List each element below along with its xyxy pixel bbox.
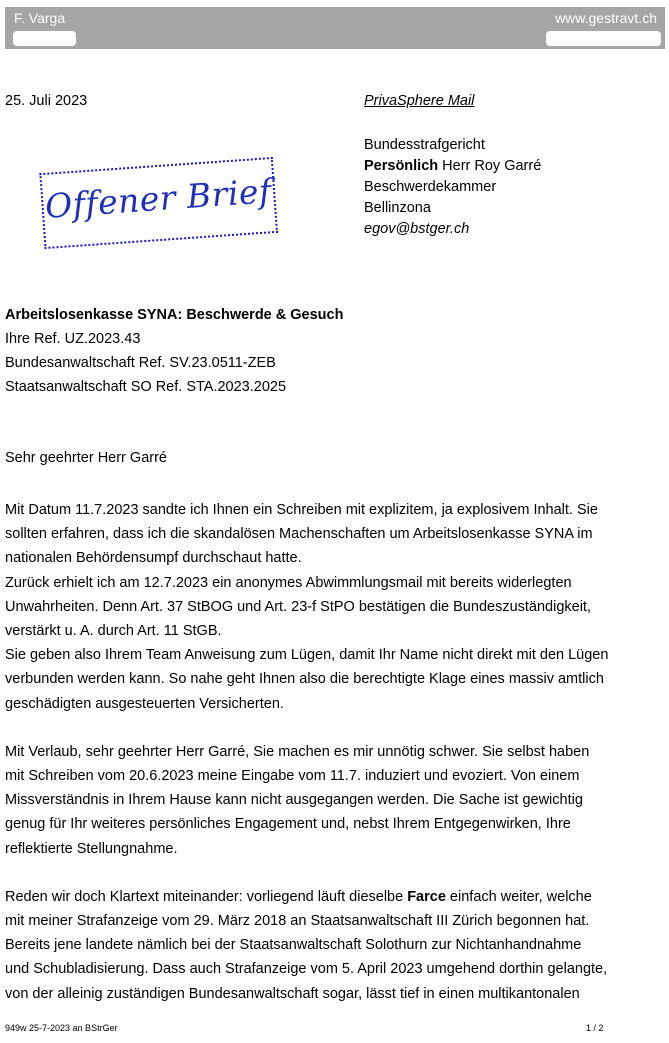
recipient-address [364, 135, 541, 240]
salutation: Sehr geehrter Herr Garré [5, 450, 167, 466]
open-letter-stamp [39, 157, 278, 259]
redacted-field-right [546, 31, 661, 46]
subject-block [5, 303, 343, 399]
text-line: Sie geben also Ihrem Team Anweisung zum Lügen, damit Ihr Name nicht direkt mit den Lügen [5, 647, 609, 664]
text-line: mit meiner Strafanzeige vom 29. März 2018 an Staatsanwaltschaft III Zürich begonnen hat. [5, 913, 590, 930]
recipient-chamber: Beschwerdekammer [364, 179, 497, 195]
recipient-name: Herr Roy Garré [442, 158, 542, 174]
text-line: genug für Ihr weiteres persönliches Engagement und, nebst Ihrem Entgegenwirken, Ihre [5, 816, 571, 833]
reference-federal-prosecutor: Bundesanwaltschaft Ref. SV.23.0511-ZEB [5, 355, 276, 371]
paragraph-2 [5, 740, 665, 861]
recipient-court: Bundesstrafgericht [364, 137, 485, 153]
header-bar [5, 7, 665, 49]
subject-title: Arbeitslosenkasse SYNA: Beschwerde & Gesuch [5, 307, 344, 323]
text-line: Mit Datum 11.7.2023 sandte ich Ihnen ein Schreiben mit explizitem, ja explosivem Inhalt. Sie [5, 502, 598, 518]
text-line: verbunden werden kann. So nahe geht Ihnen also die berechtigte Klage eines massiv amtlich [5, 671, 604, 688]
text-line: Unwahrheiten. Denn Art. 37 StBOG und Art. 23-f StPO bestätigen die Bundeszuständigkeit, [5, 598, 591, 615]
website-link[interactable]: www.gestravt.ch [555, 10, 657, 26]
paragraph-1 [5, 498, 665, 716]
text-segment: Reden wir doch Klartext miteinander: vorliegend läuft dieselbe [5, 888, 408, 905]
letter-body [5, 498, 665, 1006]
text-line: Mit Verlaub, sehr geehrter Herr Garré, Sie machen es mir unnötig schwer. Sie selbst haben [5, 743, 590, 760]
reference-cantonal-prosecutor: Staatsanwaltschaft SO Ref. STA.2023.2025 [5, 379, 287, 395]
text-line: geschädigten ausgesteuerten Versicherten. [5, 695, 284, 712]
recipient-name-line [364, 156, 541, 177]
emphasis-farce: Farce [407, 888, 446, 905]
author-name: F. Varga [14, 10, 66, 26]
text-line: Zurück erhielt ich am 12.7.2023 ein anonymes Abwimmlungsmail mit bereits widerlegten [5, 574, 572, 591]
letter-date: 25. Juli 2023 [5, 93, 88, 109]
delivery-method: PrivaSphere Mail [364, 93, 475, 109]
recipient-email[interactable]: egov@bstger.ch [364, 221, 470, 237]
stamp-text: Offener Brief [43, 171, 273, 226]
text-line: sollten erfahren, dass ich die skandalösen Machenschaften um Arbeitslosenkasse SYNA im [5, 526, 593, 543]
text-line: verstärkt u. A. durch Art. 11 StGB. [5, 623, 222, 640]
text-line: und Schubladisierung. Dass auch Strafanzeige vom 5. April 2023 umgehend dorthin gelangte, [5, 961, 608, 978]
redacted-field-left [13, 31, 76, 46]
text-line: von der alleinig zuständigen Bundesanwaltschaft sogar, lässt tief in einen multikantonalen [5, 985, 580, 1002]
footer-page-number: 1 / 2 [586, 1023, 604, 1033]
text-line: Bereits jene landete nämlich bei der Staatsanwaltschaft Solothurn zur Nichtanhandnahme [5, 937, 582, 954]
text-line: reflektierte Stellungnahme. [5, 840, 178, 857]
text-line: nationalen Behördensumpf durchschaut hatte. [5, 550, 302, 567]
text-line: Missverständnis in Ihrem Hause kann nicht ausgegangen werden. Die Sache ist gewichtig [5, 792, 583, 809]
footer-document-id: 949w 25-7-2023 an BStrGer [5, 1023, 118, 1033]
text-line: mit Schreiben vom 20.6.2023 meine Eingabe vom 11.7. induziert und evoziert. Von einem [5, 768, 580, 785]
personal-label: Persönlich [364, 158, 439, 174]
text-segment: einfach weiter, welche [445, 888, 592, 905]
recipient-city: Bellinzona [364, 200, 431, 216]
text-line [5, 885, 665, 909]
reference-own: Ihre Ref. UZ.2023.43 [5, 331, 141, 347]
paragraph-3 [5, 885, 665, 1006]
